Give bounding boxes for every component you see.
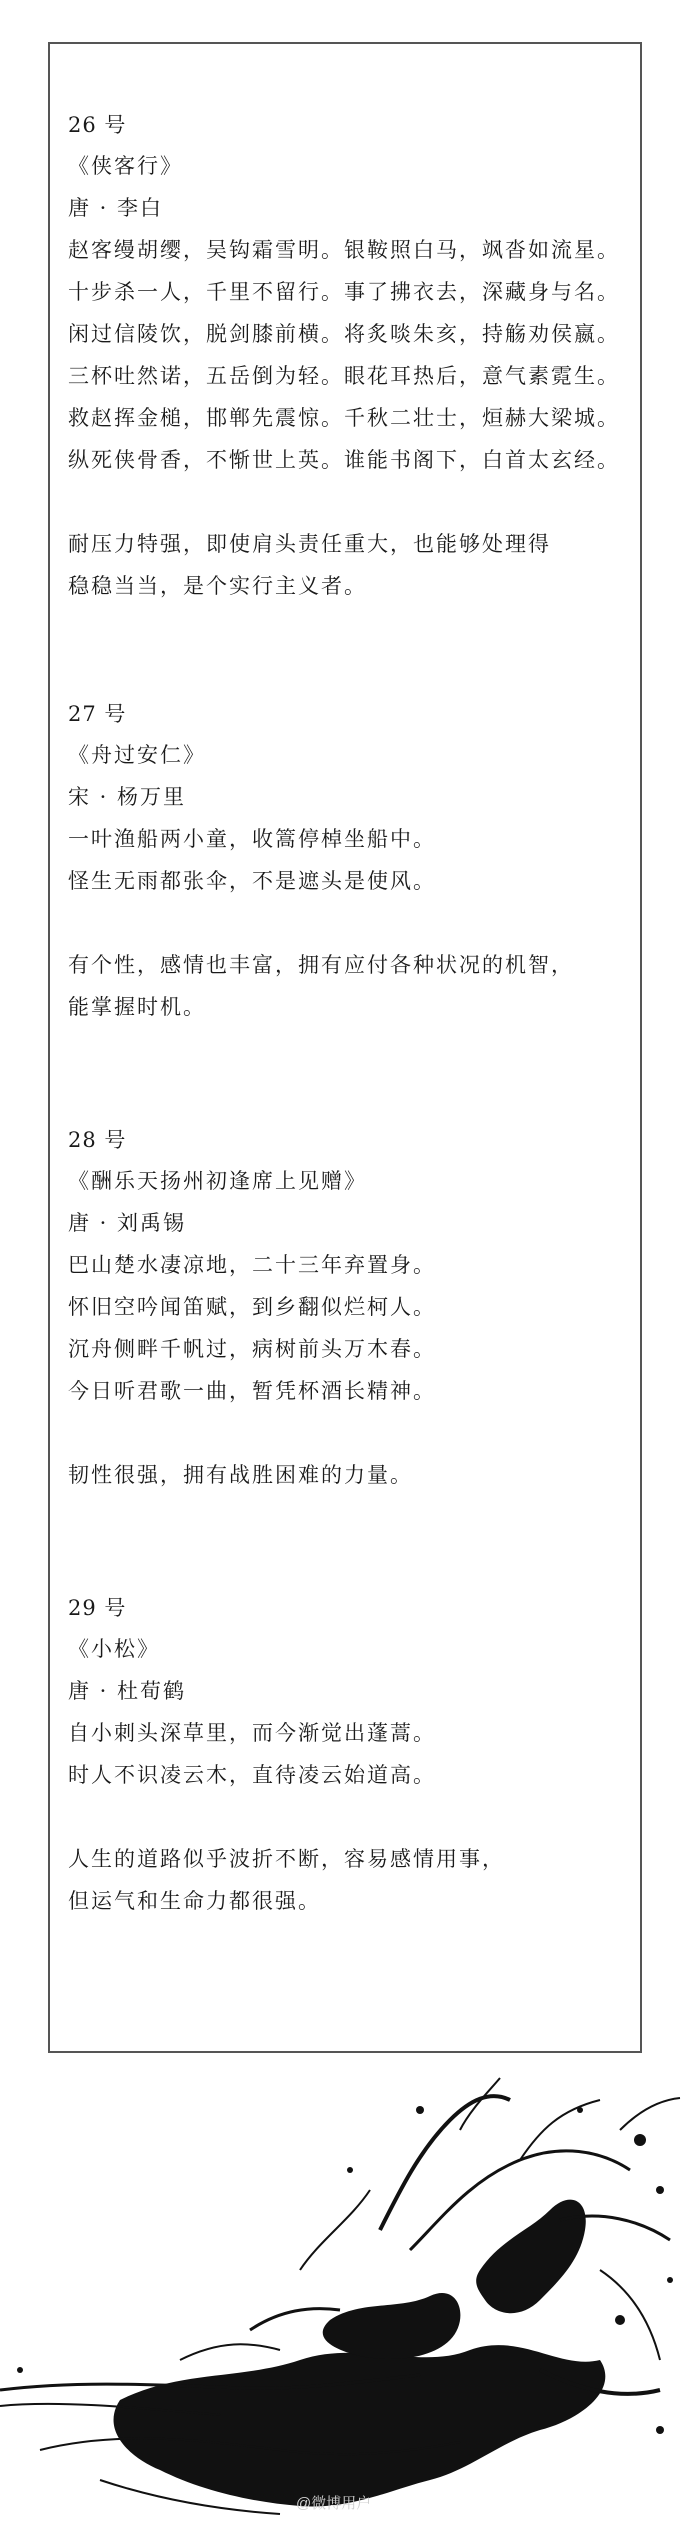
- personality-note: [68, 944, 648, 1028]
- poem-line: 怀旧空吟闻笛赋，到乡翻似烂柯人。: [68, 1295, 436, 1319]
- personality-note: [68, 523, 648, 607]
- poem-line: 纵死侠骨香，不惭世上英。谁能书阁下，白首太玄经。: [68, 448, 620, 472]
- poem-entry-29: [68, 1588, 648, 1922]
- poem-line: 沉舟侧畔千帆过，病树前头万木春。: [68, 1337, 436, 1361]
- poem-line: 十步杀一人，千里不留行。事了拂衣去，深藏身与名。: [68, 280, 620, 304]
- poem-author: 唐 · 杜荀鹤: [68, 1679, 187, 1703]
- poem-line: 三杯吐然诺，五岳倒为轻。眼花耳热后，意气素霓生。: [68, 364, 620, 388]
- poem-line: 赵客缦胡缨，吴钩霜雪明。银鞍照白马，飒沓如流星。: [68, 238, 620, 262]
- note-line: 稳稳当当，是个实行主义者。: [68, 574, 367, 598]
- poem-entry-28: [68, 1120, 648, 1496]
- entry-number: 28 号: [68, 1128, 127, 1152]
- poem-line: 一叶渔船两小童，收篙停棹坐船中。: [68, 827, 436, 851]
- poem-entry-26: [68, 105, 648, 607]
- poem-title: 《舟过安仁》: [68, 743, 206, 767]
- note-line: 人生的道路似乎波折不断，容易感情用事，: [68, 1847, 505, 1871]
- poem-title: 《酬乐天扬州初逢席上见赠》: [68, 1169, 367, 1193]
- note-line: 能掌握时机。: [68, 995, 206, 1019]
- poem-line: 闲过信陵饮，脱剑膝前横。将炙啖朱亥，持觞劝侯嬴。: [68, 322, 620, 346]
- poem-line: 今日听君歌一曲，暂凭杯酒长精神。: [68, 1379, 436, 1403]
- entry-number: 27 号: [68, 702, 127, 726]
- note-line: 有个性，感情也丰富，拥有应付各种状况的机智，: [68, 953, 574, 977]
- ink-splash-decoration: [0, 2070, 690, 2524]
- poem-author: 唐 · 刘禹锡: [68, 1211, 187, 1235]
- entry-number: 29 号: [68, 1596, 127, 1620]
- poem-title: 《小松》: [68, 1637, 160, 1661]
- personality-note: [68, 1838, 648, 1922]
- poem-line: 怪生无雨都张伞，不是遮头是使风。: [68, 869, 436, 893]
- poem-line: 救赵挥金槌，邯郸先震惊。千秋二壮士，烜赫大梁城。: [68, 406, 620, 430]
- personality-note: [68, 1454, 648, 1496]
- watermark-text: @微博用户: [296, 2495, 372, 2512]
- poem-line: 巴山楚水凄凉地，二十三年弃置身。: [68, 1253, 436, 1277]
- poem-line: 自小刺头深草里，而今渐觉出蓬蒿。: [68, 1721, 436, 1745]
- poem-entry-27: [68, 694, 648, 1028]
- entry-number: 26 号: [68, 113, 127, 137]
- note-line: 但运气和生命力都很强。: [68, 1889, 321, 1913]
- poem-author: 唐 · 李白: [68, 196, 164, 220]
- note-line: 耐压力特强，即使肩头责任重大，也能够处理得: [68, 532, 551, 556]
- poem-author: 宋 · 杨万里: [68, 785, 187, 809]
- poem-title: 《侠客行》: [68, 154, 183, 178]
- poem-line: 时人不识凌云木，直待凌云始道高。: [68, 1763, 436, 1787]
- note-line: 韧性很强，拥有战胜困难的力量。: [68, 1463, 413, 1487]
